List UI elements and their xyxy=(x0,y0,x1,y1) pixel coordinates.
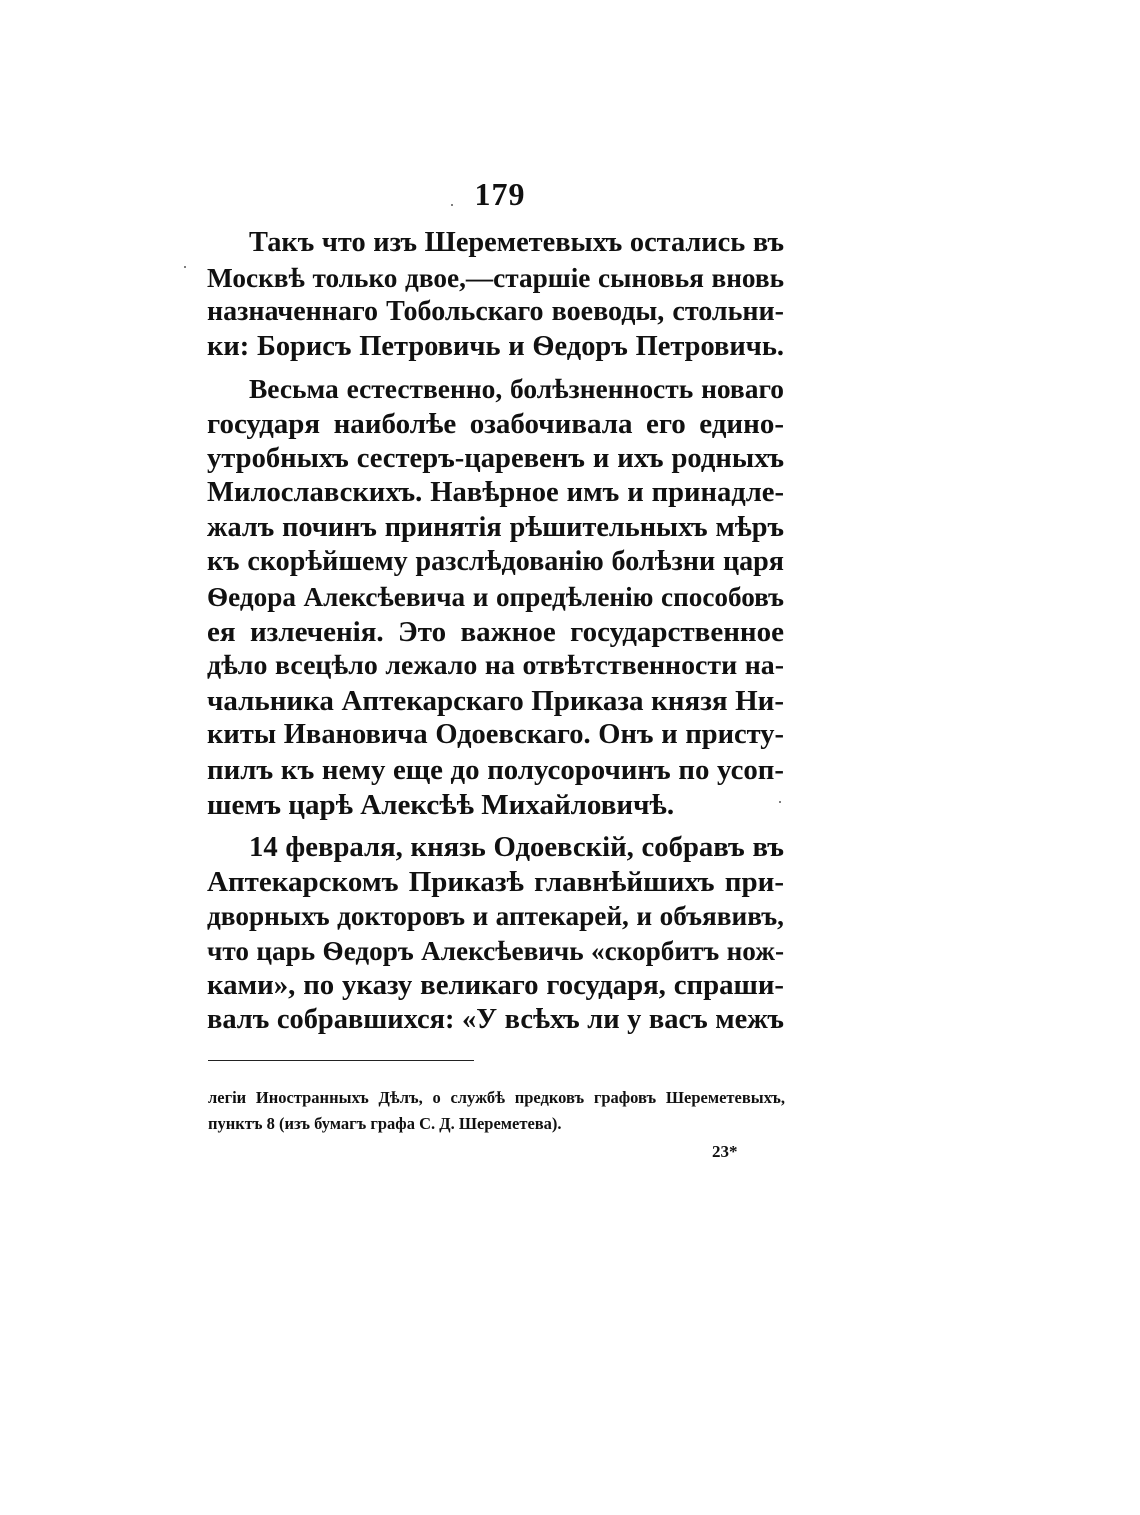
text-line: пилъ къ нему еще до полусорочинъ по усоп- xyxy=(207,753,784,786)
page-number: 179 xyxy=(474,176,526,212)
text-line: ея излеченія. Это важное государственное xyxy=(207,615,784,648)
footnote-line: легіи Иностранныхъ Дѣлъ, о службѣ предковъ графовъ Шереметевыхъ, xyxy=(208,1088,785,1107)
footnote-separator xyxy=(208,1060,474,1061)
text-line: что царь Ѳедоръ Алексѣевичь «скорбитъ нож- xyxy=(207,935,784,966)
text-line: жалъ починъ принятія рѣшительныхъ мѣръ xyxy=(207,511,784,543)
text-line: Москвѣ только двое,—старшіе сыновья вновь xyxy=(207,262,784,293)
scan-speck xyxy=(184,266,186,268)
text-line: киты Ивановича Одоевскаго. Онъ и присту- xyxy=(207,719,784,751)
text-line: 14 февраля, князь Одоевскій, собравъ въ xyxy=(249,831,784,864)
main-text xyxy=(207,226,784,1038)
text-line: государя наиболѣе озабочивала его едино- xyxy=(207,407,784,440)
text-line: дворныхъ докторовъ и аптекарей, и объявивъ, xyxy=(207,901,784,932)
scan-speck xyxy=(779,801,781,803)
scan-speck xyxy=(451,204,453,206)
text-line: къ скорѣйшему разслѣдованію болѣзни царя xyxy=(207,546,784,578)
text-line: шемъ царѣ Алексѣѣ Михайловичѣ. xyxy=(207,788,675,821)
paragraph xyxy=(207,830,784,1038)
footnote-line: пунктъ 8 (изъ бумагъ графа С. Д. Шереметева). xyxy=(208,1114,562,1133)
text-line: утробныхъ сестеръ-царевенъ и ихъ родныхъ xyxy=(207,442,784,474)
text-line: Ѳедора Алексѣевича и опредѣленію способовъ xyxy=(207,581,784,612)
text-line: ки: Борисъ Петровичь и Ѳедоръ Петровичь. xyxy=(207,330,784,362)
footnote xyxy=(208,1085,785,1137)
text-line: чальника Аптекарскаго Приказа князя Ни- xyxy=(207,684,784,717)
text-line: Аптекарскомъ Приказѣ главнѣйшихъ при- xyxy=(207,865,784,898)
text-line: дѣло всецѣло лежало на отвѣтственности на- xyxy=(207,650,784,682)
text-line: назначеннаго Тобольскаго воеводы, стольни- xyxy=(207,296,784,328)
text-line: ками», по указу великаго государя, спраши- xyxy=(207,969,784,1002)
text-line: Такъ что изъ Шереметевыхъ остались въ xyxy=(249,227,784,258)
text-line: валъ собравшихся: «У всѣхъ ли у васъ межъ xyxy=(207,1004,784,1036)
text-line: Милославскихъ. Навѣрное имъ и принадле- xyxy=(207,477,784,509)
paragraph xyxy=(207,372,784,822)
printer-signature: 23* xyxy=(712,1142,738,1161)
text-line: Весьма естественно, болѣзненность новаго xyxy=(249,374,784,405)
paragraph xyxy=(207,226,784,364)
